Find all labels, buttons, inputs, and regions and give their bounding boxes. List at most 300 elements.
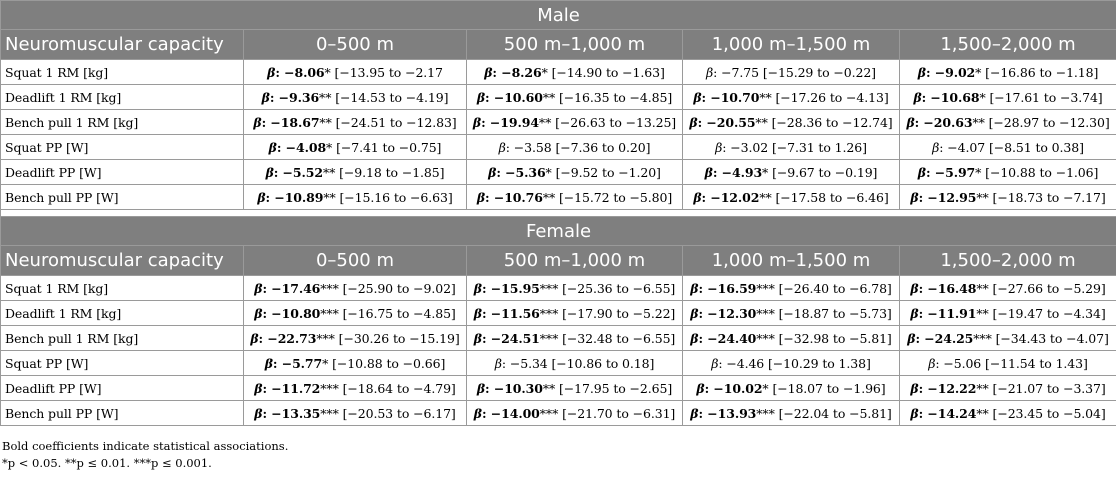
confidence-interval: [−17.26 to −4.13] (775, 89, 889, 105)
confidence-interval: [−16.35 to −4.85] (559, 89, 673, 105)
note-bold: Bold coefficients indicate statistical associations. (2, 439, 289, 453)
beta-symbol: β (928, 355, 936, 371)
section-gap-cell (1, 210, 1116, 217)
beta-symbol: β (693, 189, 702, 205)
confidence-interval: [−26.63 to −13.25] (555, 114, 677, 130)
beta-value: −9.02 (934, 64, 976, 80)
beta-value: −10.68 (930, 89, 980, 105)
confidence-interval: [−19.47 to −4.34] (992, 305, 1106, 321)
beta-value: −5.34 (509, 355, 548, 371)
beta-symbol: β (690, 305, 699, 321)
beta-colon: : (713, 64, 722, 80)
beta-symbol: β (910, 405, 919, 421)
beta-value: −4.07 (947, 139, 986, 155)
coefficient-cell (900, 276, 1116, 301)
coefficient-cell (244, 160, 467, 185)
coefficient-cell (683, 110, 900, 135)
beta-value: −13.93 (707, 405, 757, 421)
beta-value: −24.25 (924, 330, 974, 346)
beta-symbol: β (484, 64, 493, 80)
column-header: 500 m–1,000 m (467, 246, 683, 276)
beta-colon: : (258, 330, 268, 346)
beta-colon: : (698, 405, 708, 421)
beta-colon: : (272, 355, 282, 371)
confidence-interval: [−10.86 to 0.18] (551, 355, 655, 371)
beta-symbol: β (473, 305, 482, 321)
confidence-interval: [−21.70 to −6.31] (562, 405, 676, 421)
beta-symbol: β (476, 89, 486, 105)
beta-colon: : (914, 114, 924, 130)
beta-colon: : (481, 280, 491, 296)
confidence-interval: [−15.72 to −5.80] (559, 189, 673, 205)
beta-value: −10.80 (271, 305, 321, 321)
beta-value: −10.89 (274, 189, 324, 205)
beta-symbol: β (254, 405, 263, 421)
beta-value: −12.95 (927, 189, 977, 205)
row-label: Bench pull PP [W] (1, 401, 244, 426)
beta-symbol: β (265, 164, 274, 180)
column-header-row (1, 246, 1116, 276)
coefficient-cell (683, 326, 900, 351)
coefficient-cell (900, 401, 1116, 426)
row-label: Bench pull 1 RM [kg] (1, 326, 244, 351)
significance-stars: ** (976, 380, 989, 396)
beta-value: −19.94 (489, 114, 539, 130)
confidence-interval: [−15.29 to −0.22] (762, 64, 876, 80)
beta-value: −24.51 (490, 330, 540, 346)
confidence-interval: [−21.07 to −3.37] (992, 380, 1106, 396)
coefficient-cell (244, 351, 467, 376)
beta-value: −18.67 (270, 114, 320, 130)
coefficient-cell (244, 301, 467, 326)
significance-stars: *** (756, 330, 775, 346)
beta-symbol: β (690, 280, 699, 296)
coefficient-cell (683, 276, 900, 301)
confidence-interval: [−9.18 to −1.85] (339, 164, 445, 180)
beta-colon: : (701, 189, 711, 205)
beta-value: −5.06 (943, 355, 982, 371)
table-row (1, 276, 1116, 301)
beta-value: −20.63 (923, 114, 973, 130)
confidence-interval: [−14.53 to −4.19] (335, 89, 449, 105)
confidence-interval: [−32.98 to −5.81] (778, 330, 892, 346)
coefficient-cell (467, 401, 683, 426)
confidence-interval: [−17.95 to −2.65] (559, 380, 673, 396)
coefficient-cell (244, 376, 467, 401)
coefficient-cell (244, 185, 467, 210)
significance-stars: *** (320, 405, 339, 421)
table-row (1, 135, 1116, 160)
confidence-interval: [−25.36 to −6.55] (562, 280, 676, 296)
beta-value: −22.73 (267, 330, 317, 346)
significance-stars: * (762, 164, 769, 180)
significance-stars: *** (756, 280, 775, 296)
beta-colon: : (697, 114, 707, 130)
significance-stars: ** (976, 405, 989, 421)
beta-colon: : (918, 280, 928, 296)
beta-colon: : (918, 189, 928, 205)
beta-symbol: β (715, 139, 723, 155)
beta-colon: : (481, 305, 491, 321)
confidence-interval: [−10.29 to 1.38] (768, 355, 871, 371)
beta-symbol: β (267, 64, 276, 80)
beta-colon: : (918, 380, 928, 396)
significance-stars: ** (755, 114, 768, 130)
coefficient-cell (244, 60, 467, 85)
confidence-interval: [−18.64 to −4.79] (342, 380, 456, 396)
significance-stars: * (975, 64, 982, 80)
row-label: Squat 1 RM [kg] (1, 60, 244, 85)
coefficient-cell (900, 376, 1116, 401)
confidence-interval: [−28.36 to −12.74] (771, 114, 893, 130)
coefficient-cell (683, 185, 900, 210)
significance-stars: *** (320, 305, 339, 321)
beta-symbol: β (254, 380, 263, 396)
beta-value: −10.30 (493, 380, 543, 396)
column-header: Neuromuscular capacity (1, 246, 244, 276)
coefficient-cell (683, 60, 900, 85)
coefficient-cell (467, 160, 683, 185)
confidence-interval: [−24.51 to −12.83] (335, 114, 457, 130)
beta-colon: : (265, 189, 275, 205)
confidence-interval: [−22.04 to −5.81] (778, 405, 892, 421)
confidence-interval: [−16.75 to −4.85] (342, 305, 456, 321)
coefficient-cell (244, 276, 467, 301)
beta-colon: : (485, 89, 494, 105)
column-header: 0–500 m (244, 246, 467, 276)
coefficient-cell (900, 326, 1116, 351)
significance-stars: *** (539, 305, 559, 321)
section-title: Female (1, 217, 1116, 246)
beta-symbol: β (472, 114, 482, 130)
beta-symbol: β (250, 330, 259, 346)
coefficient-cell (467, 301, 683, 326)
beta-colon: : (481, 114, 490, 130)
significance-stars: * (324, 64, 331, 80)
beta-colon: : (918, 305, 928, 321)
table-row (1, 160, 1116, 185)
coefficient-cell (467, 185, 683, 210)
beta-symbol: β (696, 380, 705, 396)
table-row (1, 326, 1116, 351)
beta-colon: : (712, 164, 722, 180)
significance-stars: ** (976, 280, 989, 296)
beta-symbol: β (690, 405, 699, 421)
beta-colon: : (269, 89, 279, 105)
significance-stars: * (545, 164, 552, 180)
column-header: 1,000 m–1,500 m (683, 246, 900, 276)
beta-value: −17.46 (271, 280, 321, 296)
table-row (1, 301, 1116, 326)
beta-colon: : (921, 89, 931, 105)
beta-colon: : (935, 355, 944, 371)
coefficient-cell (683, 401, 900, 426)
significance-stars: * (541, 64, 548, 80)
significance-stars: *** (756, 305, 775, 321)
coefficient-cell (467, 376, 683, 401)
confidence-interval: [−30.26 to −15.19] (338, 330, 460, 346)
confidence-interval: [−7.36 to 0.20] (555, 139, 651, 155)
beta-value: −9.36 (278, 89, 320, 105)
row-label: Bench pull PP [W] (1, 185, 244, 210)
beta-symbol: β (932, 139, 940, 155)
coefficient-cell (244, 401, 467, 426)
column-header: 0–500 m (244, 30, 467, 60)
confidence-interval: [−8.51 to 0.38] (988, 139, 1084, 155)
coefficient-cell (683, 135, 900, 160)
significance-stars: *** (316, 330, 335, 346)
coefficient-cell (244, 135, 467, 160)
beta-colon: : (918, 405, 928, 421)
table-row (1, 401, 1116, 426)
table-row (1, 60, 1116, 85)
beta-value: −16.48 (927, 280, 977, 296)
coefficient-cell (683, 376, 900, 401)
beta-colon: : (925, 64, 935, 80)
beta-symbol: β (910, 189, 919, 205)
coefficient-cell (900, 135, 1116, 160)
beta-value: −5.52 (282, 164, 323, 180)
beta-colon: : (939, 139, 948, 155)
table-row (1, 185, 1116, 210)
coefficient-cell (900, 160, 1116, 185)
beta-colon: : (273, 164, 283, 180)
beta-value: −11.72 (271, 380, 321, 396)
beta-symbol: β (693, 89, 702, 105)
beta-colon: : (701, 89, 711, 105)
beta-symbol: β (476, 380, 486, 396)
table-row (1, 85, 1116, 110)
confidence-interval: [−9.67 to −0.19] (772, 164, 878, 180)
section-title: Male (1, 1, 1116, 30)
beta-value: −12.30 (707, 305, 757, 321)
significance-stars: * (326, 139, 333, 155)
row-label: Deadlift PP [W] (1, 376, 244, 401)
beta-colon: : (496, 164, 506, 180)
beta-colon: : (262, 305, 272, 321)
confidence-interval: [−17.61 to −3.74] (989, 89, 1103, 105)
beta-value: −4.46 (726, 355, 765, 371)
confidence-interval: [−18.73 to −7.17] (992, 189, 1106, 205)
confidence-interval: [−7.31 to 1.26] (771, 139, 867, 155)
beta-value: −8.26 (501, 64, 542, 80)
confidence-interval: [−14.90 to −1.63] (551, 64, 665, 80)
coefficient-cell (900, 110, 1116, 135)
beta-symbol: β (264, 355, 273, 371)
beta-symbol: β (711, 355, 719, 371)
confidence-interval: [−34.43 to −4.07] (995, 330, 1109, 346)
confidence-interval: [−18.07 to −1.96] (772, 380, 886, 396)
confidence-interval: [−32.48 to −6.55] (562, 330, 676, 346)
beta-symbol: β (498, 139, 506, 155)
beta-symbol: β (257, 189, 266, 205)
confidence-interval: [−10.88 to −1.06] (985, 164, 1099, 180)
confidence-interval: [−16.86 to −1.18] (985, 64, 1099, 80)
significance-stars: ** (759, 189, 772, 205)
beta-colon: : (262, 405, 272, 421)
column-header: 1,500–2,000 m (900, 30, 1116, 60)
coefficient-cell (900, 85, 1116, 110)
beta-value: −10.76 (493, 189, 543, 205)
column-header: 1,000 m–1,500 m (683, 30, 900, 60)
beta-value: −10.70 (710, 89, 760, 105)
significance-stars: * (975, 164, 982, 180)
beta-symbol: β (268, 139, 277, 155)
beta-colon: : (492, 64, 502, 80)
table-notes (0, 426, 1116, 472)
significance-stars: ** (976, 189, 989, 205)
confidence-interval: [−26.40 to −6.78] (778, 280, 892, 296)
coefficient-cell (467, 351, 683, 376)
beta-colon: : (718, 355, 727, 371)
beta-value: −11.91 (927, 305, 977, 321)
section-gap (1, 210, 1116, 217)
confidence-interval: [−13.95 to −2.17 (334, 64, 443, 80)
section-header (1, 1, 1116, 30)
column-header-row (1, 30, 1116, 60)
beta-symbol: β (473, 405, 482, 421)
coefficient-cell (900, 351, 1116, 376)
beta-colon: : (262, 380, 272, 396)
coefficient-cell (467, 276, 683, 301)
coefficient-cell (900, 60, 1116, 85)
beta-value: −15.95 (490, 280, 540, 296)
row-label: Deadlift 1 RM [kg] (1, 85, 244, 110)
beta-colon: : (275, 64, 285, 80)
beta-colon: : (698, 305, 708, 321)
beta-value: −12.22 (927, 380, 977, 396)
beta-colon: : (704, 380, 714, 396)
coefficient-cell (467, 85, 683, 110)
table-body (1, 1, 1116, 426)
confidence-interval: [−27.66 to −5.29] (992, 280, 1106, 296)
beta-value: −4.93 (721, 164, 763, 180)
beta-colon: : (485, 380, 494, 396)
significance-stars: ** (323, 189, 336, 205)
confidence-interval: [−17.90 to −5.22] (562, 305, 676, 321)
significance-stars: *** (320, 380, 339, 396)
coefficient-cell (467, 60, 683, 85)
significance-stars: ** (542, 380, 556, 396)
beta-value: −4.08 (285, 139, 327, 155)
significance-stars: *** (539, 330, 559, 346)
beta-symbol: β (913, 89, 922, 105)
significance-stars: *** (756, 405, 775, 421)
beta-value: −14.00 (490, 405, 540, 421)
significance-stars: ** (542, 89, 556, 105)
beta-colon: : (698, 330, 708, 346)
beta-symbol: β (488, 164, 497, 180)
coefficient-cell (683, 160, 900, 185)
beta-value: −5.36 (505, 164, 546, 180)
beta-symbol: β (907, 330, 916, 346)
coefficient-cell (244, 110, 467, 135)
coefficient-cell (244, 85, 467, 110)
confidence-interval: [−20.53 to −6.17] (342, 405, 456, 421)
confidence-interval: [−9.52 to −1.20] (555, 164, 661, 180)
beta-value: −16.59 (707, 280, 757, 296)
coefficient-cell (467, 135, 683, 160)
coefficient-cell (900, 301, 1116, 326)
beta-value: −12.02 (710, 189, 760, 205)
beta-colon: : (915, 330, 925, 346)
beta-value: −3.58 (513, 139, 552, 155)
significance-stars: ** (976, 305, 989, 321)
significance-stars: * (322, 355, 329, 371)
row-label: Squat PP [W] (1, 351, 244, 376)
beta-symbol: β (910, 280, 919, 296)
confidence-interval: [−18.87 to −5.73] (778, 305, 892, 321)
beta-symbol: β (910, 380, 919, 396)
beta-symbol: β (473, 330, 482, 346)
row-label: Squat 1 RM [kg] (1, 276, 244, 301)
beta-colon: : (481, 405, 491, 421)
significance-stars: *** (539, 405, 559, 421)
significance-stars: *** (973, 330, 992, 346)
beta-value: −7.75 (721, 64, 759, 80)
beta-colon: : (925, 164, 935, 180)
beta-colon: : (722, 139, 731, 155)
section-header (1, 217, 1116, 246)
beta-value: −10.60 (493, 89, 543, 105)
confidence-interval: [−28.97 to −12.30] (988, 114, 1110, 130)
table-row (1, 351, 1116, 376)
beta-symbol: β (261, 89, 270, 105)
coefficient-cell (900, 185, 1116, 210)
column-header: 1,500–2,000 m (900, 246, 1116, 276)
beta-colon: : (262, 280, 272, 296)
beta-colon: : (485, 189, 494, 205)
beta-symbol: β (690, 330, 699, 346)
confidence-interval: [−23.45 to −5.04] (992, 405, 1106, 421)
beta-value: −24.40 (707, 330, 757, 346)
beta-colon: : (276, 139, 286, 155)
beta-colon: : (698, 280, 708, 296)
coefficient-cell (244, 326, 467, 351)
beta-value: −8.06 (284, 64, 325, 80)
beta-value: −11.56 (490, 305, 540, 321)
row-label: Squat PP [W] (1, 135, 244, 160)
confidence-interval: [−10.88 to −0.66] (332, 355, 446, 371)
significance-stars: * (979, 89, 986, 105)
beta-colon: : (501, 355, 510, 371)
column-header: Neuromuscular capacity (1, 30, 244, 60)
significance-stars: ** (972, 114, 985, 130)
significance-stars: *** (320, 280, 339, 296)
beta-symbol: β (906, 114, 915, 130)
confidence-interval: [−17.58 to −6.46] (775, 189, 889, 205)
coefficient-cell (683, 85, 900, 110)
column-header: 500 m–1,000 m (467, 30, 683, 60)
beta-value: −13.35 (271, 405, 321, 421)
coefficient-cell (683, 351, 900, 376)
significance-stars: ** (319, 114, 332, 130)
significance-stars: ** (319, 89, 332, 105)
beta-symbol: β (254, 305, 263, 321)
beta-value: −20.55 (706, 114, 756, 130)
beta-symbol: β (254, 280, 263, 296)
beta-symbol: β (253, 114, 262, 130)
confidence-interval: [−7.41 to −0.75] (336, 139, 442, 155)
significance-stars: *** (539, 280, 559, 296)
row-label: Bench pull 1 RM [kg] (1, 110, 244, 135)
beta-value: −14.24 (927, 405, 977, 421)
row-label: Deadlift 1 RM [kg] (1, 301, 244, 326)
significance-stars: ** (759, 89, 772, 105)
beta-value: −5.77 (281, 355, 323, 371)
table-row (1, 110, 1116, 135)
confidence-interval: [−25.90 to −9.02] (342, 280, 456, 296)
